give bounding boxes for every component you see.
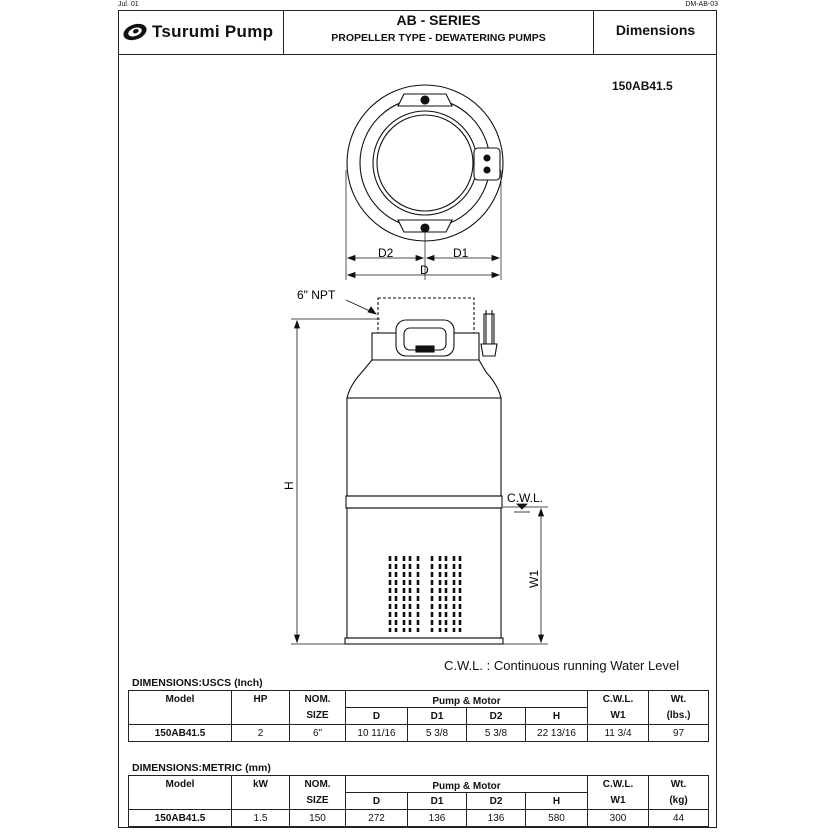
uscs-cell-power: 2 [232, 725, 290, 742]
metric-table-title: DIMENSIONS:METRIC (mm) [132, 762, 271, 774]
metric-header-cwl: C.W.L. [588, 776, 649, 793]
table-row [129, 725, 709, 742]
metric-cell-power: 1.5 [232, 810, 290, 827]
metric-cell-d2: 136 [467, 810, 526, 827]
metric-header-power: kW [232, 776, 290, 793]
document-code: DM-AB-03 [685, 1, 718, 8]
metric-header-model: Model [129, 776, 232, 793]
dim-d1-label: D1 [453, 246, 469, 260]
table-row [129, 810, 709, 827]
metric-header-size: SIZE [290, 793, 346, 810]
dim-h-label: H [282, 481, 296, 490]
metric-cell-d1: 136 [408, 810, 467, 827]
uscs-cell-h: 22 13/16 [526, 725, 588, 742]
brand-name: Tsurumi Pump [152, 22, 274, 41]
section-title: Dimensions [615, 22, 696, 38]
uscs-header-d1: D1 [408, 708, 467, 725]
metric-cell-d: 272 [346, 810, 408, 827]
uscs-table [128, 690, 709, 742]
metric-header-wt-unit: (kg) [649, 793, 709, 810]
uscs-header-model: Model [129, 691, 232, 708]
model-label: 150AB41.5 [612, 79, 673, 93]
cwl-note: C.W.L. : Continuous running Water Level [444, 658, 680, 673]
uscs-header-d2: D2 [467, 708, 526, 725]
uscs-cell-w1: 11 3/4 [588, 725, 649, 742]
dim-d-label: D [420, 263, 429, 277]
metric-cell-size: 150 [290, 810, 346, 827]
metric-header-h: H [526, 793, 588, 810]
metric-cell-w1: 300 [588, 810, 649, 827]
side-view [345, 298, 503, 644]
uscs-cell-wt: 97 [649, 725, 709, 742]
dim-d2-label: D2 [378, 246, 394, 260]
uscs-header-size: SIZE [290, 708, 346, 725]
uscs-header-pump-motor: Pump & Motor [346, 691, 588, 708]
top-view [346, 85, 503, 280]
uscs-header-power: HP [232, 691, 290, 708]
metric-header-w1: W1 [588, 793, 649, 810]
metric-header-d1: D1 [408, 793, 467, 810]
series-subtitle: PROPELLER TYPE - DEWATERING PUMPS [331, 32, 546, 44]
uscs-cell-d2: 5 3/8 [467, 725, 526, 742]
cwl-label: C.W.L. [507, 491, 544, 505]
uscs-header-w1: W1 [588, 708, 649, 725]
metric-header-nom: NOM. [290, 776, 346, 793]
dim-w1-label: W1 [527, 570, 541, 588]
metric-cell-h: 580 [526, 810, 588, 827]
uscs-table-title: DIMENSIONS:USCS (Inch) [132, 677, 263, 689]
metric-cell-model: 150AB41.5 [129, 810, 232, 827]
uscs-header-d: D [346, 708, 408, 725]
metric-cell-wt: 44 [649, 810, 709, 827]
npt-leader [346, 300, 376, 314]
water-level-dimension [503, 504, 548, 644]
metric-header-pump-motor: Pump & Motor [346, 776, 588, 793]
metric-header-wt: Wt. [649, 776, 709, 793]
uscs-header-cwl: C.W.L. [588, 691, 649, 708]
metric-table [128, 775, 709, 827]
uscs-header-wt: Wt. [649, 691, 709, 708]
date-code: Jul. 01 [118, 1, 139, 8]
npt-label: 6" NPT [297, 288, 336, 302]
uscs-header-nom: NOM. [290, 691, 346, 708]
uscs-cell-d1: 5 3/8 [408, 725, 467, 742]
uscs-header-wt-unit: (lbs.) [649, 708, 709, 725]
metric-header-d: D [346, 793, 408, 810]
uscs-cell-model: 150AB41.5 [129, 725, 232, 742]
metric-header-d2: D2 [467, 793, 526, 810]
uscs-header-h: H [526, 708, 588, 725]
uscs-cell-d: 10 11/16 [346, 725, 408, 742]
series-title: AB - SERIES [396, 12, 481, 28]
strainer-slots [390, 556, 460, 632]
uscs-cell-size: 6" [290, 725, 346, 742]
